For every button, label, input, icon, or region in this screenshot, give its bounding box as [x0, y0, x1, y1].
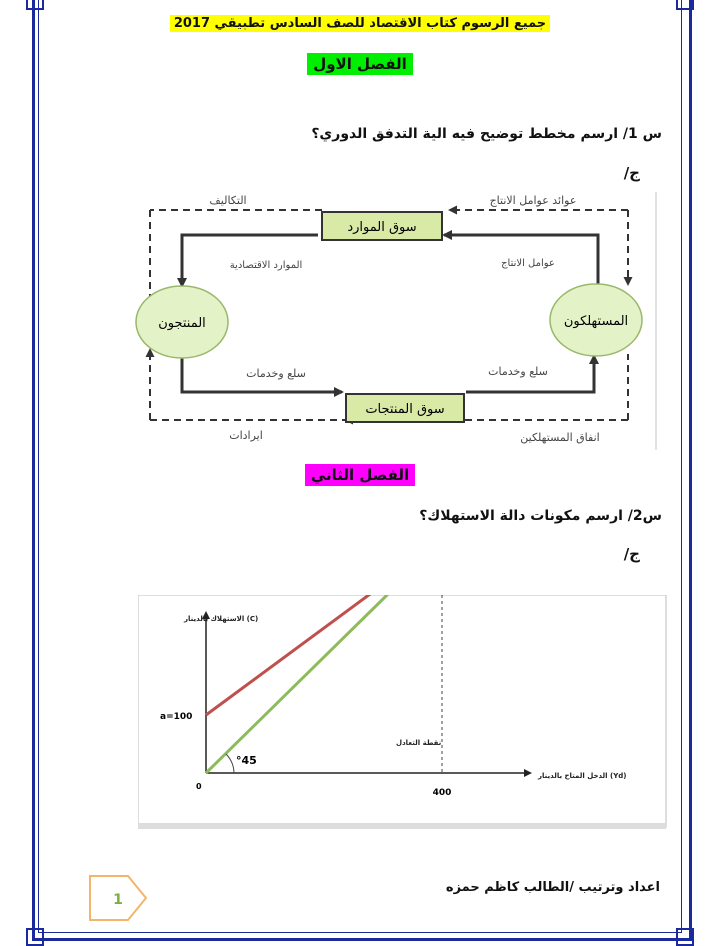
- y-tick-label-a: a=100: [160, 712, 193, 722]
- page-number-badge: [88, 872, 150, 924]
- goods-services-right-label: سلع وخدمات: [488, 365, 548, 378]
- goods-services-left-label: سلع وخدمات: [246, 367, 306, 380]
- chapter2-heading-wrap: [0, 465, 720, 484]
- answer-1-label: ج/: [623, 164, 640, 182]
- origin-label: 0: [196, 782, 202, 791]
- document-title: جميع الرسوم كتاب الاقتصاد للصف السادس تطبيقي 2017: [170, 15, 550, 32]
- x-tick-label: 400: [432, 788, 452, 798]
- border-corner-bottom-left: [26, 928, 44, 946]
- y-axis-label: الاستهلاك بالدينار (C): [184, 615, 259, 623]
- chapter2-heading: الفصل الثاني: [305, 464, 415, 486]
- producers-label: المنتجون: [158, 316, 206, 331]
- circular-flow-diagram: [128, 188, 660, 452]
- header: [0, 12, 720, 31]
- consumer-spending-label: انفاق المستهلكين: [520, 431, 600, 444]
- equilibrium-label: نقطة التعادل: [396, 739, 442, 747]
- border-corner-bottom-right: [676, 928, 694, 946]
- revenues-label: ايرادات: [229, 429, 263, 442]
- factors-of-production-label: عوامل الانتاج: [501, 258, 555, 269]
- chapter1-heading-wrap: [0, 54, 720, 73]
- resource-market-label: سوق الموارد: [347, 220, 417, 235]
- chapter1-heading: الفصل الاول: [307, 53, 413, 75]
- costs-label: التكاليف: [209, 194, 247, 207]
- consumers-label: المستهلكون: [563, 314, 629, 329]
- footer-credit: اعداد وترتيب /الطالب كاظم حمزه: [445, 880, 660, 895]
- angle-label: °45: [236, 754, 257, 767]
- consumption-function-chart: [138, 595, 668, 829]
- border-corner-top-left: [26, 0, 44, 10]
- border-corner-top-right: [676, 0, 694, 10]
- x-axis-label: الدخل المتاح بالدينار (Yd): [538, 772, 627, 780]
- answer-2-label: ج/: [623, 545, 640, 563]
- question-2: س2/ ارسم مكونات دالة الاستهلاك؟: [419, 508, 662, 524]
- chart-shadow: [138, 823, 666, 829]
- page-number: 1: [113, 892, 123, 908]
- question-1: س 1/ ارسم مخطط توضيح فيه الية التدفق الدوري؟: [311, 126, 662, 142]
- chart-frame: [138, 595, 666, 827]
- factor-returns-label: عوائد عوامل الانتاج: [489, 194, 577, 207]
- product-market-label: سوق المنتجات: [365, 402, 445, 417]
- economic-resources-label: الموارد الاقتصادية: [229, 260, 303, 271]
